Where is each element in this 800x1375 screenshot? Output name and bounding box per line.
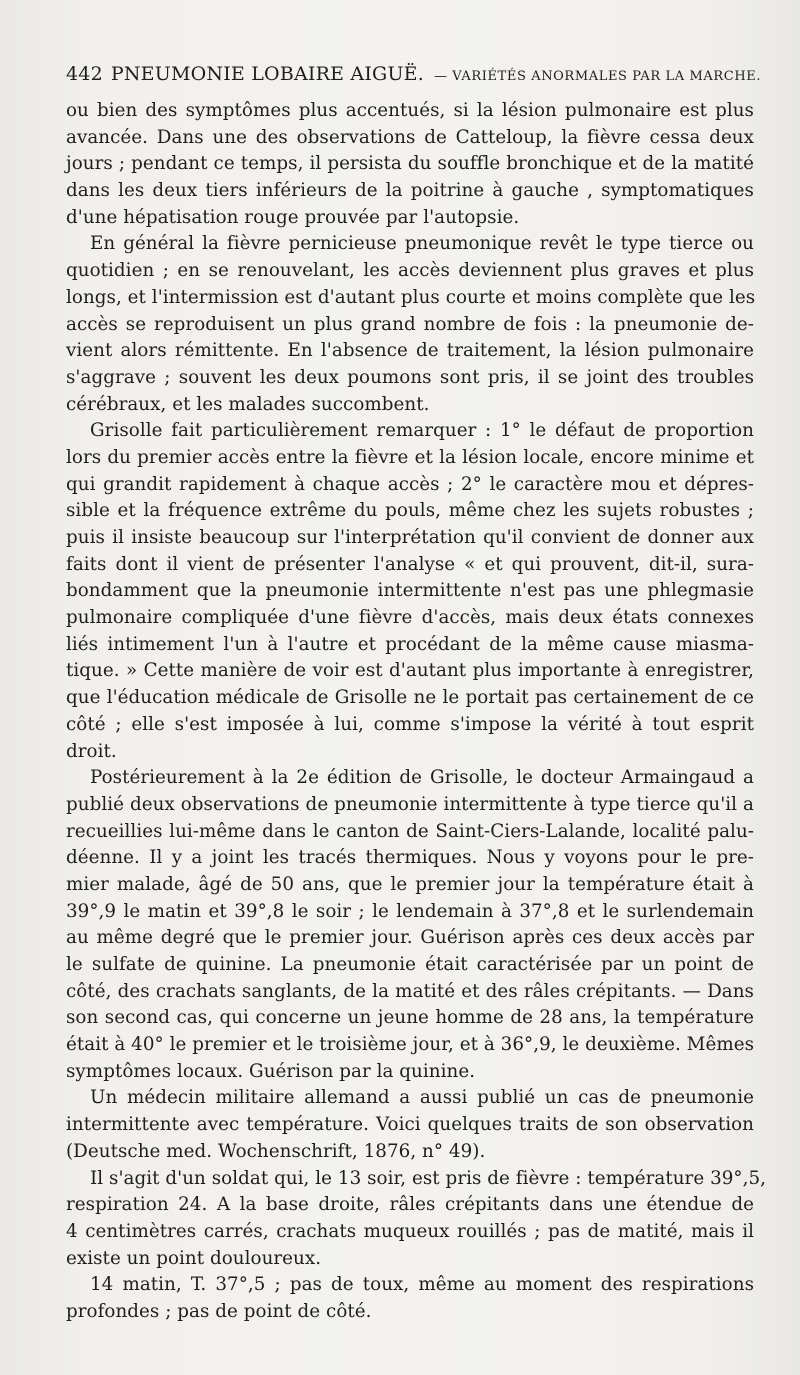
page-header bbox=[66, 61, 762, 87]
text-line: son second cas, qui concerne un jeune homme de 28 ans, la température bbox=[66, 1007, 754, 1029]
text-line: au même degré que le premier jour. Guérison après ces deux accès par bbox=[66, 927, 754, 949]
text-line: ou bien des symptômes plus accentués, si la lésion pulmonaire est plus bbox=[66, 100, 754, 121]
text-line: respiration 24. A la base droite, râles crépitants dans une étendue de bbox=[66, 1194, 754, 1216]
text-line: lors du premier accès entre la fièvre et la lésion locale, encore minime et bbox=[66, 446, 754, 468]
text-line: jours ; pendant ce temps, il persista du souffle bronchique et de la matité bbox=[66, 153, 754, 175]
text-line: le sulfate de quinine. La pneumonie était caractérisée par un point de bbox=[66, 954, 754, 975]
text-line: profondes ; pas de point de côté. bbox=[66, 1300, 372, 1322]
text-line: qui grandit rapidement à chaque accès ; 2° le caractère mou et dépres- bbox=[66, 473, 754, 495]
text-line: liés intimement l'un à l'autre et procédant de la même cause miasma- bbox=[66, 633, 754, 655]
running-title: PNEUMONIE LOBAIRE AIGUË. bbox=[110, 63, 424, 85]
text-line: quotidien ; en se renouvelant, les accès deviennent plus graves et plus bbox=[66, 260, 754, 282]
text-line: 14 matin, T. 37°,5 ; pas de toux, même au moment des respirations bbox=[90, 1274, 754, 1296]
text-line: recueillies lui-même dans le canton de Saint-Ciers-Lalande, localité palu- bbox=[66, 820, 754, 842]
text-line: Un médecin militaire allemand a aussi publié un cas de pneumonie bbox=[90, 1087, 754, 1109]
text-line: côté, des crachats sanglants, de la matité et des râles crépitants. — Dans bbox=[66, 980, 754, 1002]
text-line: accès se reproduisent un plus grand nombre de fois : la pneumonie de- bbox=[66, 313, 754, 335]
text-line: Postérieurement à la 2e édition de Grisolle, le docteur Armaingaud a bbox=[90, 767, 754, 789]
text-line: publié deux observations de pneumonie intermittente à type tierce qu'il a bbox=[66, 793, 754, 815]
text-line: faits dont il vient de présenter l'analyse « et qui prouvent, dit-il, sura- bbox=[66, 553, 754, 575]
text-line: longs, et l'intermission est d'autant plus courte et moins complète que les bbox=[66, 286, 756, 308]
text-line: pulmonaire compliquée d'une fièvre d'accès, mais deux états connexes bbox=[66, 607, 754, 629]
text-line: existe un point douloureux. bbox=[66, 1247, 322, 1269]
section-title: — VARIÉTÉS ANORMALES PAR LA MARCHE. bbox=[433, 69, 762, 84]
text-line: cérébraux, et les malades succombent. bbox=[66, 393, 430, 415]
text-line: intermittente avec température. Voici quelques traits de son observation bbox=[66, 1114, 754, 1136]
body-text bbox=[66, 98, 767, 1326]
text-line: vient alors rémittente. En l'absence de traitement, la lésion pulmonaire bbox=[66, 340, 754, 362]
text-line: symptômes locaux. Guérison par la quinine. bbox=[66, 1060, 476, 1082]
text-line: (Deutsche med. Wochenschrift, 1876, n° 49). bbox=[66, 1140, 486, 1162]
text-line: avancée. Dans une des observations de Catteloup, la fièvre cessa deux bbox=[66, 126, 754, 148]
text-line: côté ; elle s'est imposée à lui, comme s'impose la vérité à tout esprit bbox=[66, 713, 754, 735]
text-line: s'aggrave ; souvent les deux poumons sont pris, il se joint des troubles bbox=[66, 366, 754, 388]
text-line: 4 centimètres carrés, crachats muqueux rouillés ; pas de matité, mais il bbox=[66, 1220, 754, 1242]
text-line: Grisolle fait particulièrement remarquer : 1° le défaut de proportion bbox=[90, 420, 754, 442]
text-line: Il s'agit d'un soldat qui, le 13 soir, est pris de fièvre : température 39°,5, bbox=[90, 1167, 767, 1189]
text-line: 39°,9 le matin et 39°,8 le soir ; le lendemain à 37°,8 et le surlendemain bbox=[66, 900, 754, 922]
text-line: d'une hépatisation rouge prouvée par l'autopsie. bbox=[66, 206, 520, 228]
text-line: puis il insiste beaucoup sur l'interprétation qu'il convient de donner aux bbox=[66, 527, 754, 548]
text-line: était à 40° le premier et le troisième jour, et à 36°,9, le deuxième. Mêmes bbox=[66, 1034, 754, 1056]
page-number: 442 bbox=[66, 63, 103, 85]
text-line: droit. bbox=[66, 740, 117, 762]
text-line: En général la fièvre pernicieuse pneumonique revêt le type tierce ou bbox=[90, 233, 754, 255]
text-line: bondamment que la pneumonie intermittente n'est pas une phlegmasie bbox=[66, 580, 754, 602]
text-line: déenne. Il y a joint les tracés thermiques. Nous y voyons pour le pre- bbox=[66, 847, 754, 869]
text-line: dans les deux tiers inférieurs de la poitrine à gauche , symptomatiques bbox=[66, 180, 754, 202]
text-line: tique. » Cette manière de voir est d'autant plus importante à enregistrer, bbox=[66, 660, 754, 682]
text-line: mier malade, âgé de 50 ans, que le premier jour la température était à bbox=[66, 873, 754, 895]
text-line: sible et la fréquence extrême du pouls, même chez les sujets robustes ; bbox=[66, 500, 754, 522]
text-line: que l'éducation médicale de Grisolle ne le portait pas certainement de ce bbox=[66, 687, 754, 709]
